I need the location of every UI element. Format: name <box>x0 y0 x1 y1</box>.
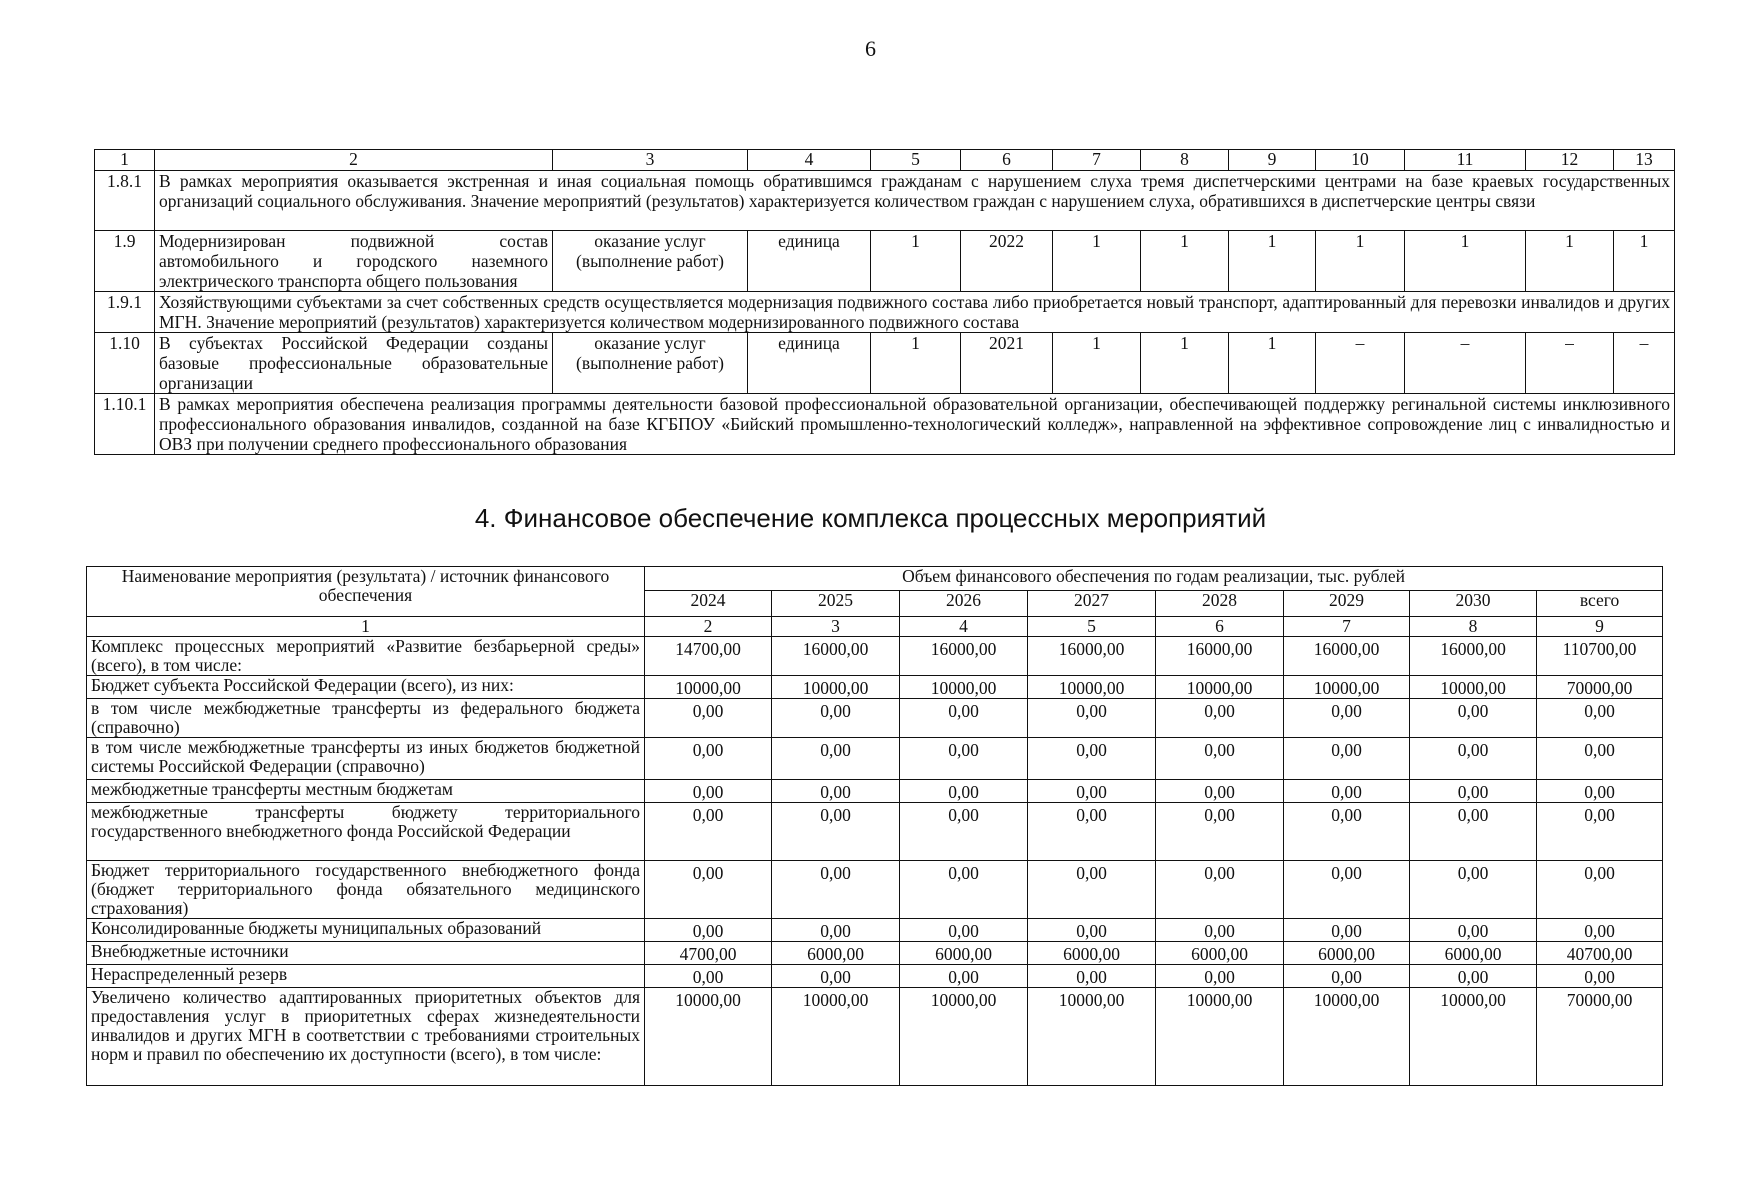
amount-cell: 0,00 <box>1028 919 1156 942</box>
amount-cell: 14700,00 <box>645 637 772 676</box>
column-number: 6 <box>961 150 1053 171</box>
column-number: 10 <box>1316 150 1405 171</box>
amount-cell: 0,00 <box>645 919 772 942</box>
amount-cell: 0,00 <box>1410 699 1537 738</box>
amount-cell: 0,00 <box>900 861 1028 919</box>
amount-cell: 0,00 <box>1028 780 1156 803</box>
base-value: 1 <box>871 333 961 394</box>
base-year: 2021 <box>961 333 1053 394</box>
amount-cell: 0,00 <box>772 803 900 861</box>
column-number: 8 <box>1410 617 1537 637</box>
amount-cell: 0,00 <box>1537 965 1663 988</box>
amount-cell: 0,00 <box>1410 965 1537 988</box>
amount-cell: 0,00 <box>1028 738 1156 780</box>
amount-cell: 0,00 <box>1284 861 1410 919</box>
amount-cell: 6000,00 <box>1284 942 1410 965</box>
table-row <box>87 942 1663 965</box>
column-numbers-row <box>87 617 1663 637</box>
amount-cell: 0,00 <box>1537 699 1663 738</box>
table-row <box>95 231 1675 292</box>
amount-cell: 0,00 <box>1156 919 1284 942</box>
value-cell: – <box>1614 333 1675 394</box>
row-description: Хозяйствующими субъектами за счет собственных средств осуществляется модернизация подвижного состава либо приобретается новый транспорт, адаптированный для перевозки инвалидов и других МГН. Значение мероприятий (результатов) характеризуется количеством модернизированного подвижного состава <box>155 292 1675 333</box>
amount-cell: 0,00 <box>1156 699 1284 738</box>
table-row <box>87 738 1663 780</box>
indicators-table <box>94 149 1675 455</box>
amount-cell: 0,00 <box>772 738 900 780</box>
financing-table <box>86 566 1663 1086</box>
year-header: 2026 <box>900 591 1028 617</box>
amount-cell: 0,00 <box>1537 861 1663 919</box>
amount-cell: 0,00 <box>900 699 1028 738</box>
source-name: межбюджетные трансферты местным бюджетам <box>87 780 645 803</box>
table-row <box>95 394 1675 455</box>
amount-cell: 4700,00 <box>645 942 772 965</box>
source-name: Консолидированные бюджеты муниципальных образований <box>87 919 645 942</box>
table-row <box>87 637 1663 676</box>
table-row <box>87 803 1663 861</box>
amount-cell: 6000,00 <box>772 942 900 965</box>
amount-cell: 40700,00 <box>1537 942 1663 965</box>
column-number: 3 <box>772 617 900 637</box>
table-row <box>95 171 1675 231</box>
table-row <box>87 919 1663 942</box>
column-number: 1 <box>95 150 155 171</box>
amount-cell: 0,00 <box>1537 738 1663 780</box>
amount-cell: 0,00 <box>1284 780 1410 803</box>
result-name: В субъектах Российской Федерации созданы базовые профессиональные образовательные организации <box>155 333 553 394</box>
column-number: 4 <box>900 617 1028 637</box>
amount-cell: 0,00 <box>1410 861 1537 919</box>
value-cell: 1 <box>1141 231 1229 292</box>
source-name: в том числе межбюджетные трансферты из федерального бюджета (справочно) <box>87 699 645 738</box>
amount-cell: 10000,00 <box>1156 988 1284 1086</box>
column-number: 9 <box>1537 617 1663 637</box>
row-number: 1.9 <box>95 231 155 292</box>
amount-cell: 110700,00 <box>1537 637 1663 676</box>
amount-cell: 10000,00 <box>1284 988 1410 1086</box>
year-header: 2029 <box>1284 591 1410 617</box>
amount-cell: 10000,00 <box>645 988 772 1086</box>
base-year: 2022 <box>961 231 1053 292</box>
column-number: 11 <box>1405 150 1526 171</box>
column-number: 3 <box>553 150 748 171</box>
source-name: Комплекс процессных мероприятий «Развитие безбарьерной среды» (всего), в том числе: <box>87 637 645 676</box>
amount-cell: 0,00 <box>772 780 900 803</box>
amount-cell: 0,00 <box>1156 780 1284 803</box>
amount-cell: 16000,00 <box>900 637 1028 676</box>
amount-cell: 10000,00 <box>1410 676 1537 699</box>
value-cell: 1 <box>1053 333 1141 394</box>
amount-cell: 0,00 <box>645 699 772 738</box>
amount-cell: 16000,00 <box>772 637 900 676</box>
row-description: В рамках мероприятия обеспечена реализация программы деятельности базовой профессиональной образовательной организации, обеспечивающей поддержку регинальной системы инклюзивного профессионального образования инвалидов, созданной на базе КГБПОУ «Бийский промышленно-технологический колледж», направленной на эффективное сопровождение лиц с инвалидностью и ОВЗ при получении среднего профессионального образования <box>155 394 1675 455</box>
amount-cell: 10000,00 <box>900 988 1028 1086</box>
result-name: Модернизирован подвижной состав автомобильного и городского наземного электрического транспорта общего пользования <box>155 231 553 292</box>
amount-cell: 16000,00 <box>1156 637 1284 676</box>
source-name: Бюджет субъекта Российской Федерации (всего), из них: <box>87 676 645 699</box>
value-cell: 1 <box>1229 231 1316 292</box>
base-value: 1 <box>871 231 961 292</box>
row-number: 1.9.1 <box>95 292 155 333</box>
table-row <box>95 292 1675 333</box>
amount-cell: 0,00 <box>1028 699 1156 738</box>
year-header: 2028 <box>1156 591 1284 617</box>
unit-cell: единица <box>748 333 871 394</box>
year-header: 2027 <box>1028 591 1156 617</box>
amount-cell: 70000,00 <box>1537 988 1663 1086</box>
row-description: В рамках мероприятия оказывается экстренная и иная социальная помощь обратившимся гражданам с нарушением слуха тремя диспетчерскими центрами на базе краевых государственных организаций социального обслуживания. Значение мероприятий (результатов) характеризуется количеством граждан с нарушением слуха, обратившихся в диспетчерские центры связи <box>155 171 1675 231</box>
value-cell: 1 <box>1316 231 1405 292</box>
value-cell: – <box>1316 333 1405 394</box>
amount-cell: 0,00 <box>900 965 1028 988</box>
header-row <box>95 150 1675 171</box>
column-number: 5 <box>871 150 961 171</box>
column-number: 6 <box>1156 617 1284 637</box>
source-name: Бюджет территориального государственного внебюджетного фонда (бюджет территориального фонда обязательного медицинского страхования) <box>87 861 645 919</box>
amount-cell: 0,00 <box>1284 803 1410 861</box>
table-row <box>87 780 1663 803</box>
table-row <box>87 988 1663 1086</box>
amount-cell: 0,00 <box>1156 965 1284 988</box>
column-number: 5 <box>1028 617 1156 637</box>
amount-cell: 0,00 <box>1028 965 1156 988</box>
column-number: 7 <box>1284 617 1410 637</box>
amount-cell: 6000,00 <box>1156 942 1284 965</box>
amount-cell: 0,00 <box>1410 780 1537 803</box>
source-name: в том числе межбюджетные трансферты из иных бюджетов бюджетной системы Российской Федерации (справочно) <box>87 738 645 780</box>
column-number: 4 <box>748 150 871 171</box>
year-header: всего <box>1537 591 1663 617</box>
value-cell: – <box>1405 333 1526 394</box>
column-number: 2 <box>155 150 553 171</box>
amount-cell: 0,00 <box>645 803 772 861</box>
year-header: 2024 <box>645 591 772 617</box>
amount-cell: 10000,00 <box>1028 988 1156 1086</box>
source-name: Нераспределенный резерв <box>87 965 645 988</box>
amount-cell: 0,00 <box>772 965 900 988</box>
amount-cell: 10000,00 <box>1410 988 1537 1086</box>
amount-cell: 10000,00 <box>1156 676 1284 699</box>
amount-cell: 0,00 <box>1156 861 1284 919</box>
amount-cell: 0,00 <box>772 861 900 919</box>
row-number: 1.10.1 <box>95 394 155 455</box>
table-row <box>87 699 1663 738</box>
amount-cell: 16000,00 <box>1028 637 1156 676</box>
value-cell: 1 <box>1053 231 1141 292</box>
amount-cell: 0,00 <box>1284 738 1410 780</box>
column-number: 13 <box>1614 150 1675 171</box>
amount-cell: 10000,00 <box>1028 676 1156 699</box>
source-name: Внебюджетные источники <box>87 942 645 965</box>
amount-cell: 6000,00 <box>900 942 1028 965</box>
table-row <box>87 965 1663 988</box>
row-number: 1.10 <box>95 333 155 394</box>
amount-cell: 10000,00 <box>900 676 1028 699</box>
table-row <box>87 676 1663 699</box>
amount-cell: 0,00 <box>1537 919 1663 942</box>
amount-cell: 10000,00 <box>645 676 772 699</box>
amount-cell: 0,00 <box>1410 919 1537 942</box>
value-cell: 1 <box>1229 333 1316 394</box>
result-type: оказание услуг (выполнение работ) <box>553 231 748 292</box>
amount-cell: 0,00 <box>645 780 772 803</box>
amount-cell: 16000,00 <box>1284 637 1410 676</box>
value-cell: – <box>1526 333 1614 394</box>
amount-cell: 0,00 <box>900 738 1028 780</box>
amount-cell: 10000,00 <box>772 988 900 1086</box>
amount-cell: 0,00 <box>1028 861 1156 919</box>
amount-cell: 10000,00 <box>1284 676 1410 699</box>
amount-cell: 0,00 <box>772 699 900 738</box>
amount-cell: 0,00 <box>1537 803 1663 861</box>
amount-cell: 0,00 <box>1410 738 1537 780</box>
amount-cell: 0,00 <box>1284 919 1410 942</box>
table-row <box>95 333 1675 394</box>
year-header: 2030 <box>1410 591 1537 617</box>
amount-cell: 0,00 <box>645 965 772 988</box>
amount-cell: 10000,00 <box>772 676 900 699</box>
column-number: 1 <box>87 617 645 637</box>
value-cell: 1 <box>1526 231 1614 292</box>
column-number: 9 <box>1229 150 1316 171</box>
section-title: 4. Финансовое обеспечение комплекса процессных мероприятий <box>474 503 1267 533</box>
header-row <box>87 567 1663 591</box>
amount-cell: 0,00 <box>772 919 900 942</box>
amount-cell: 70000,00 <box>1537 676 1663 699</box>
amount-cell: 0,00 <box>900 780 1028 803</box>
source-name: Увеличено количество адаптированных приоритетных объектов для предоставления услуг в приоритетных сферах жизнедеятельности инвалидов и других МГН в соответствии с требованиями строительных норм и правил по обеспечению их доступности (всего), в том числе: <box>87 988 645 1086</box>
row-number: 1.8.1 <box>95 171 155 231</box>
amount-cell: 6000,00 <box>1028 942 1156 965</box>
column-number: 8 <box>1141 150 1229 171</box>
amount-cell: 0,00 <box>900 803 1028 861</box>
page-number: 6 <box>865 36 876 61</box>
amount-cell: 0,00 <box>645 861 772 919</box>
amount-cell: 6000,00 <box>1410 942 1537 965</box>
amount-cell: 16000,00 <box>1410 637 1537 676</box>
amount-cell: 0,00 <box>645 738 772 780</box>
header-name: Наименование мероприятия (результата) / источник финансового обеспечения <box>87 567 645 617</box>
amount-cell: 0,00 <box>900 919 1028 942</box>
value-cell: 1 <box>1405 231 1526 292</box>
amount-cell: 0,00 <box>1410 803 1537 861</box>
amount-cell: 0,00 <box>1156 803 1284 861</box>
column-number: 7 <box>1053 150 1141 171</box>
source-name: межбюджетные трансферты бюджету территориального государственного внебюджетного фонда Российской Федерации <box>87 803 645 861</box>
amount-cell: 0,00 <box>1284 699 1410 738</box>
year-header: 2025 <box>772 591 900 617</box>
amount-cell: 0,00 <box>1284 965 1410 988</box>
amount-cell: 0,00 <box>1537 780 1663 803</box>
amount-cell: 0,00 <box>1156 738 1284 780</box>
column-number: 2 <box>645 617 772 637</box>
value-cell: 1 <box>1614 231 1675 292</box>
table-row <box>87 861 1663 919</box>
amount-cell: 0,00 <box>1028 803 1156 861</box>
result-type: оказание услуг (выполнение работ) <box>553 333 748 394</box>
column-number: 12 <box>1526 150 1614 171</box>
header-group: Объем финансового обеспечения по годам реализации, тыс. рублей <box>645 567 1663 591</box>
value-cell: 1 <box>1141 333 1229 394</box>
unit-cell: единица <box>748 231 871 292</box>
